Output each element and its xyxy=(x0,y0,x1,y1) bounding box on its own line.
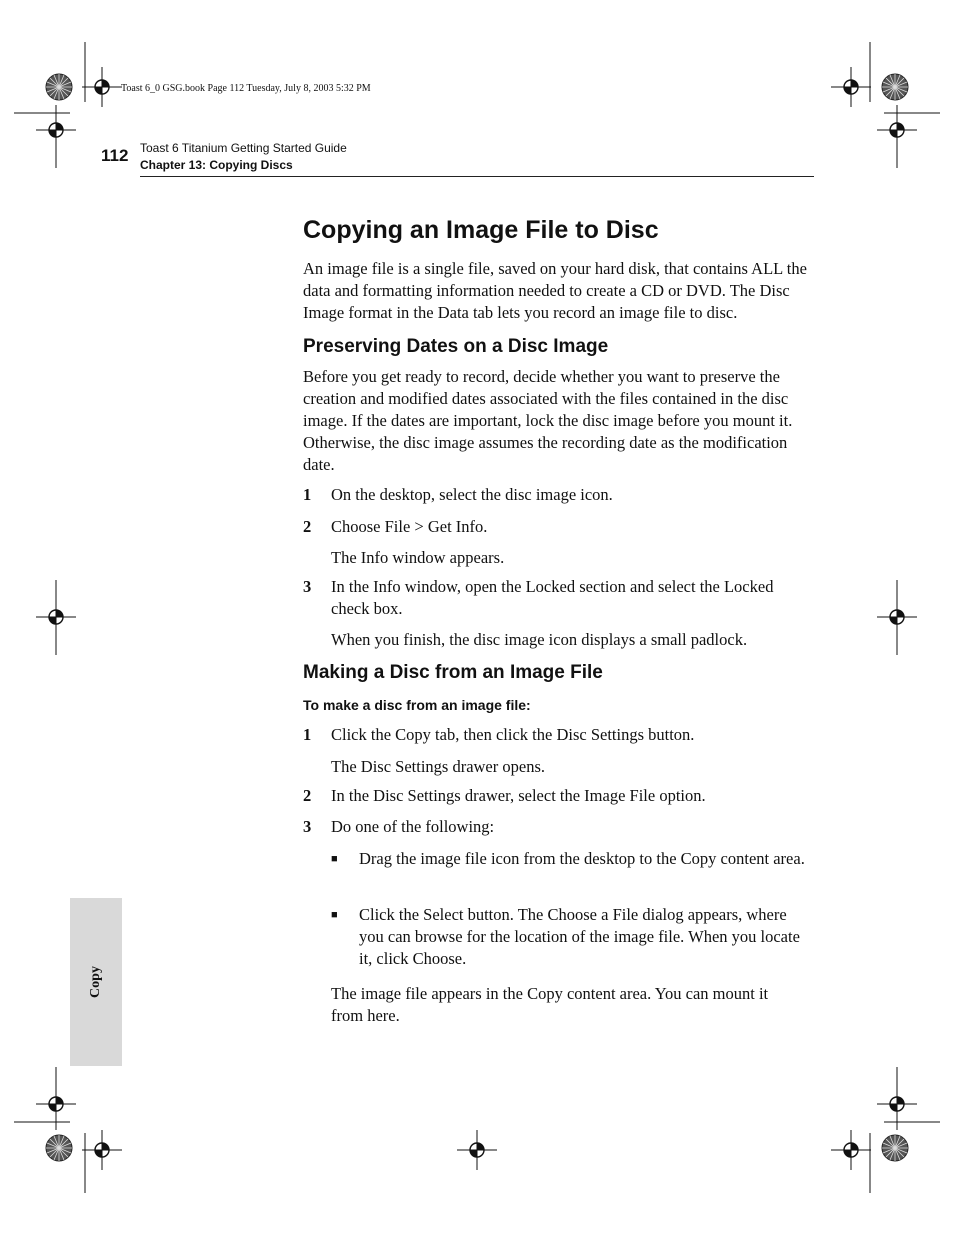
step-text: In the Info window, open the Locked section and select the Locked check box. xyxy=(331,577,774,618)
closing-paragraph: The image file appears in the Copy content area. You can mount it from here. xyxy=(331,984,769,1025)
procedure-lead: To make a disc from an image file: xyxy=(303,697,531,713)
header-rule xyxy=(140,176,814,177)
step-text: Do one of the following: xyxy=(331,817,495,836)
guide-title: Toast 6 Titanium Getting Started Guide xyxy=(140,141,347,155)
print-slug: Toast 6_0 GSG.book Page 112 Tuesday, July 8, 2003 5:32 PM xyxy=(121,83,371,94)
step-text: On the desktop, select the disc image icon. xyxy=(331,485,613,504)
bullet-item: Click the Select button. The Choose a File dialog appears, where you can browse for the location of the image file. When you locate it, click Choose. xyxy=(359,905,800,968)
bullet-marker: ■ xyxy=(331,909,338,921)
section-heading-preserving-dates: Preserving Dates on a Disc Image xyxy=(303,336,609,357)
chapter-title: Chapter 13: Copying Discs xyxy=(140,158,293,172)
intro-paragraph: An image file is a single file, saved on your hard disk, that contains ALL the data and formatting information needed to create a CD or DVD. The Disc Image format in the Data tab lets you record an image file to disc. xyxy=(303,259,807,322)
section-heading-making-disc: Making a Disc from an Image File xyxy=(303,662,603,683)
step-number: 2 xyxy=(303,786,312,805)
step-number: 3 xyxy=(303,817,312,836)
step-number: 1 xyxy=(303,485,312,504)
bullet-item: Drag the image file icon from the desktop to the Copy content area. xyxy=(359,849,805,868)
side-tab-label: Copy xyxy=(88,966,103,998)
step-number: 3 xyxy=(303,577,312,596)
page-number: 112 xyxy=(101,146,129,165)
step-text: In the Disc Settings drawer, select the Image File option. xyxy=(331,786,706,805)
step-number: 1 xyxy=(303,725,312,744)
step-result: The Disc Settings drawer opens. xyxy=(331,757,545,776)
page-title: Copying an Image File to Disc xyxy=(303,216,659,244)
step-number: 2 xyxy=(303,517,312,536)
step-text: Choose File > Get Info. xyxy=(331,517,488,536)
step-result: When you finish, the disc image icon displays a small padlock. xyxy=(331,630,748,649)
bullet-marker: ■ xyxy=(331,853,338,865)
chapter-side-tab xyxy=(70,898,122,1066)
step-text: Click the Copy tab, then click the Disc Settings button. xyxy=(331,725,695,744)
step-result: The Info window appears. xyxy=(331,548,505,567)
section-body-preserving-dates: Before you get ready to record, decide whether you want to preserve the creation and modified dates associated with the files contained in the disc image. If the dates are important, lock the disc image before you mount it. Otherwise, the disc image assumes the recording date as the modification date. xyxy=(303,367,793,474)
